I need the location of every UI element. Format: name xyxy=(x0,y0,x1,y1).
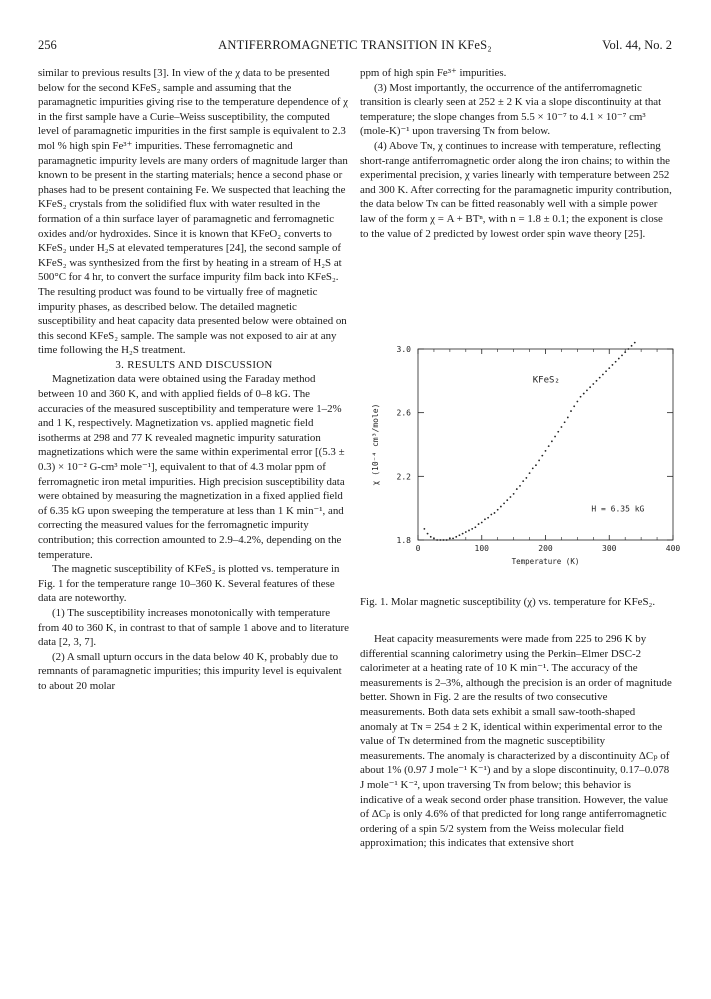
right-column-upper xyxy=(360,66,672,241)
data-point xyxy=(455,536,457,538)
data-point xyxy=(538,460,540,462)
data-point xyxy=(503,502,505,504)
y-tick-label: 1.8 xyxy=(396,536,411,545)
data-point xyxy=(564,421,566,423)
data-point xyxy=(580,396,582,398)
data-point xyxy=(525,477,527,479)
data-point xyxy=(436,539,438,541)
data-point xyxy=(516,488,518,490)
data-point xyxy=(618,358,620,360)
data-point xyxy=(532,467,534,469)
data-point xyxy=(449,538,451,540)
data-point xyxy=(576,401,578,403)
data-point xyxy=(423,528,425,530)
data-point xyxy=(589,386,591,388)
left-column xyxy=(38,66,350,694)
data-point xyxy=(573,405,575,407)
data-point xyxy=(490,514,492,516)
data-point xyxy=(557,431,559,433)
data-point xyxy=(468,530,470,532)
x-tick-label: 200 xyxy=(538,544,553,553)
right-paragraph-4: Heat capacity measurements were made from 225 to 296 K by differential scanning calorimetry using the Perkin–Elmer DSC-2 calorimeter at a heating rate of 10 K min⁻¹. The accuracy of the measurements is 2–3%, although the precision is an order of magnitude better. Shown in Fig. 2 are the results of two consecutive measurements. Both data sets exhibit a small saw-tooth-shaped anomaly at Tɴ = 254 ± 2 K, identical within experimental error to the value of Tɴ determined from the magnetic susceptibility measurements. The anomaly is characterized by a discontinuity ΔCₚ of about 1% (0.97 J mole⁻¹ K⁻¹) and by a slope discontinuity, 0.17–0.078 J mole⁻¹ K⁻², upon traversing Tɴ from below; this behavior is indicative of a weak second order phase transition. However, the value of ΔCₚ is only 4.6% of that predicted for long range antiferromagnetic ordering of a spin 5/2 system from the Weiss molecular field approximation; this indicates that extensive short xyxy=(360,633,672,850)
data-point xyxy=(561,426,563,428)
data-point xyxy=(634,342,636,344)
susceptibility-chart xyxy=(356,341,686,581)
y-tick-label: 3.0 xyxy=(396,345,411,354)
data-point xyxy=(551,440,553,442)
figure-1 xyxy=(356,341,686,581)
figure-caption: Fig. 1. Molar magnetic susceptibility (χ) vs. temperature for KFeS₂. xyxy=(360,595,656,608)
data-point xyxy=(478,523,480,525)
data-point xyxy=(596,380,598,382)
data-point xyxy=(631,345,633,347)
y-tick-label: 2.6 xyxy=(396,408,411,418)
page-number: 256 xyxy=(38,38,57,52)
data-point xyxy=(522,480,524,482)
left-paragraph-1: similar to previous results [3]. In view of the χ data to be presented below for the second KFeS₂ sample and assuming that the paramagnetic impurities giving rise to the temperature dependence of χ in the first sample have a Curie–Weiss susceptibility, the computed level of paramagnetic impurities in the first sample is equivalent to 2.3 mol % high spin Fe³⁺ impurities. These ferromagnetic and paramagnetic impurity levels are many orders of magnitude larger than known to be present in the starting materials; hence a second phase or phases had to be present containing Fe. We suspected that leaching the KFeS₂ crystals from the solidified flux with water resulted in the formation of a thin surface layer of paramagnetic and ferromagnetic oxides and/or hydroxides. Since it is known that KFeO₂ converts to KFeS₂ under H₂S at elevated temperatures [24], the second sample of KFeS₂ was synthesized from the first by heating in a stream of H₂S at 500°C for 4 hr, to convert the surface impurity film back into KFeS₂. The resulting product was found to be virtually free of magnetic impurity phases, as described below. The detailed magnetic susceptibility and heat capacity data presented below were obtained on this second KFeS₂ sample. The sample was not exposed to air at any time following the H₂S treatment. xyxy=(38,67,348,357)
data-point xyxy=(471,528,473,530)
x-tick-label: 400 xyxy=(665,544,681,553)
right-column-lower xyxy=(360,632,672,851)
data-point xyxy=(567,417,569,419)
left-paragraph-3: The magnetic susceptibility of KFeS₂ is plotted vs. temperature in Fig. 1 for the temperature range 10–360 K. Several features of these data are noteworthy. xyxy=(38,563,340,605)
data-point xyxy=(624,351,626,353)
compound-label: KFeS₂ xyxy=(532,375,560,386)
data-point xyxy=(541,455,543,457)
data-point xyxy=(535,464,537,466)
y-tick-label: 2.2 xyxy=(396,472,411,482)
x-tick-label: 100 xyxy=(474,544,489,553)
data-point xyxy=(487,517,489,519)
data-point xyxy=(446,539,448,541)
y-axis-label: χ (10⁻⁴ cm³/mole) xyxy=(371,403,380,486)
data-point xyxy=(602,374,604,376)
data-point xyxy=(529,472,531,474)
data-point xyxy=(583,393,585,395)
volume-info: Vol. 44, No. 2 xyxy=(602,38,672,52)
data-point xyxy=(608,367,610,369)
data-point xyxy=(430,536,432,538)
x-tick-label: 300 xyxy=(602,544,617,553)
left-paragraph-2: Magnetization data were obtained using the Faraday method between 10 and 360 K, and with applied fields of 0–8 kG. The accuracies of the measured susceptibility and temperature were 1–2% and 1 K, respectively. Magnetization vs. applied magnetic field isotherms at 298 and 77 K revealed magnetic impurity saturation magnetizations which were the same within experimental error [(5.3 ± 0.3) × 10⁻² G-cm³ mole⁻¹], equivalent to that of 4.3 molar ppm of ferromagnetic iron metal impurities. High precision susceptibility data were obtained by measuring the magnetization in a fixed applied field of 6.35 kG upon sweeping the temperature at less than 1 K min⁻¹, and correcting the measured values for the ferromagnetic impurity contribution; this correction amounted to 2.9–4.2%, depending on the temperature. xyxy=(38,373,345,561)
data-point xyxy=(439,539,441,541)
left-paragraph-5: (2) A small upturn occurs in the data below 40 K, probably due to remnants of paramagnetic impurities; this impurity level is equivalent to about 20 molar xyxy=(38,650,342,692)
data-point xyxy=(433,538,435,540)
data-point xyxy=(481,522,483,524)
data-point xyxy=(465,531,467,533)
data-point xyxy=(615,361,617,363)
data-point xyxy=(497,509,499,511)
x-axis-label: Temperature (K) xyxy=(511,557,580,566)
data-point xyxy=(621,354,623,356)
data-point xyxy=(586,389,588,391)
data-point xyxy=(605,370,607,372)
data-point xyxy=(548,445,550,447)
data-point xyxy=(599,377,601,379)
data-point xyxy=(484,518,486,520)
right-paragraph-1: ppm of high spin Fe³⁺ impurities. xyxy=(360,67,507,79)
data-point xyxy=(452,538,454,540)
field-label: H = 6.35 kG xyxy=(591,504,645,514)
data-point xyxy=(627,348,629,350)
running-title: ANTIFERROMAGNETIC TRANSITION IN KFeS₂ xyxy=(218,38,492,52)
x-tick-label: 0 xyxy=(415,544,421,553)
data-point xyxy=(474,526,476,528)
data-point xyxy=(519,485,521,487)
data-point xyxy=(545,450,547,452)
page-header xyxy=(38,38,672,54)
data-point xyxy=(506,499,508,501)
data-point xyxy=(570,410,572,412)
data-point xyxy=(510,496,512,498)
data-point xyxy=(592,383,594,385)
data-point xyxy=(462,533,464,535)
right-paragraph-2: (3) Most importantly, the occurrence of the antiferromagnetic transition is clearly seen at 252 ± 2 K via a slope discontinuity at that temperature; the slope changes from 5.5 × 10⁻⁷ to 4.1 × 10⁻⁷ cm³ (mole-K)⁻¹ upon traversing Tɴ from below. xyxy=(360,81,662,138)
data-point xyxy=(443,539,445,541)
left-paragraph-4: (1) The susceptibility increases monotonically with temperature from 40 to 360 K, in contrast to that of sample 1 above and to literature data [2, 3, 7]. xyxy=(38,606,349,649)
data-point xyxy=(427,533,429,535)
data-point xyxy=(494,512,496,514)
data-point xyxy=(612,364,614,366)
section-heading: 3. RESULTS AND DISCUSSION xyxy=(115,358,273,371)
data-point xyxy=(459,534,461,536)
data-point xyxy=(513,493,515,495)
data-point xyxy=(554,436,556,438)
data-point xyxy=(500,506,502,508)
right-paragraph-3: (4) Above Tɴ, χ continues to increase with temperature, reflecting short-range antiferromagnetic order along the iron chains; to within the experimental precision, χ varies linearly with temperature between 252 and 300 K. After correcting for the paramagnetic impurity contribution, the data below Tɴ can be fitted reasonably well with a simple power law of the form χ = A + BTⁿ, with n = 1.8 ± 0.1; the exponent is close to the value of 2 predicted by lowest order spin wave theory [25]. xyxy=(360,139,672,240)
